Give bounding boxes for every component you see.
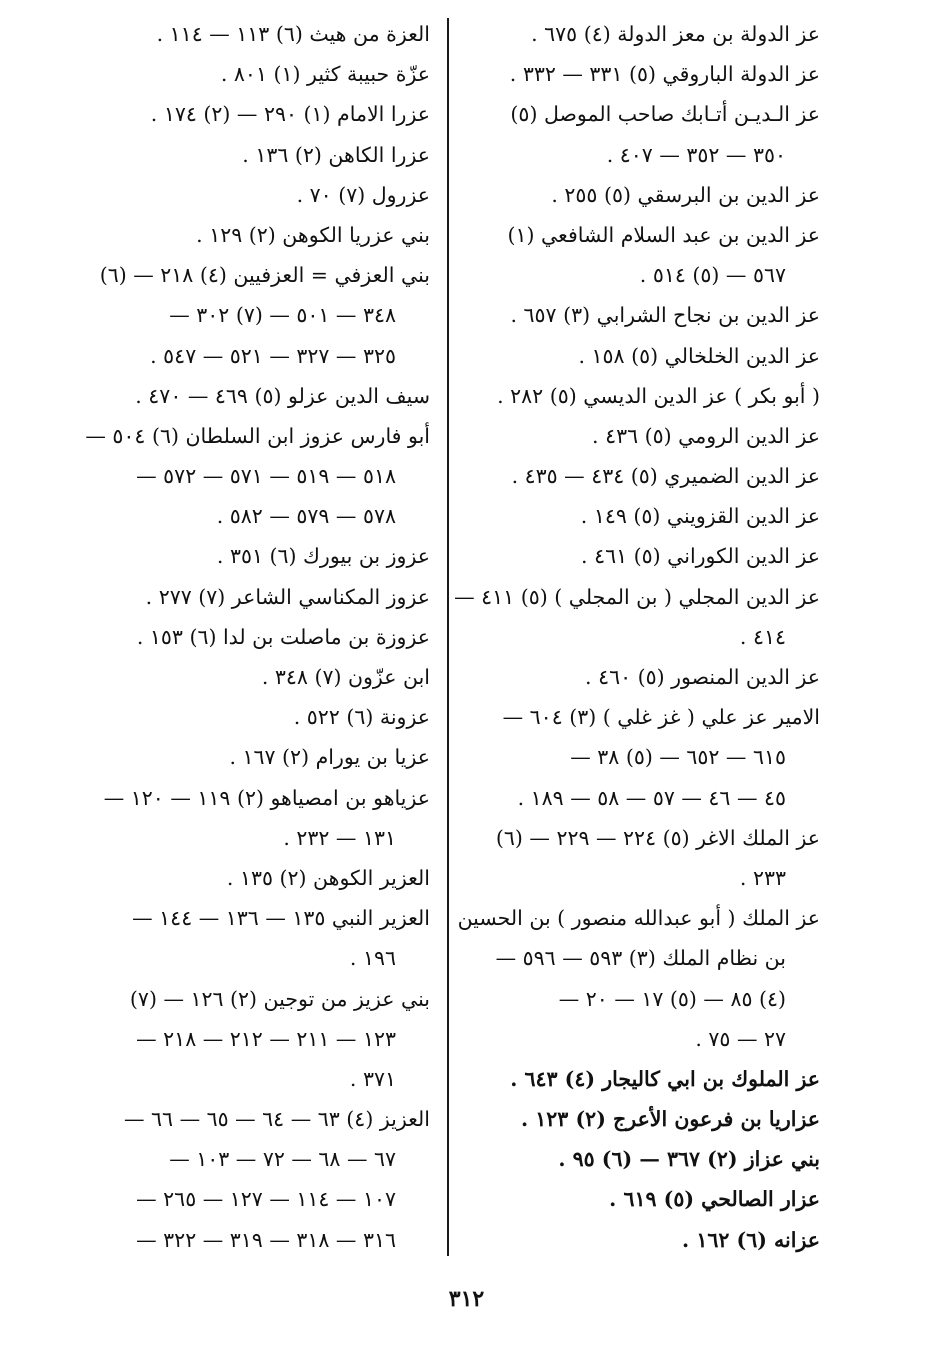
index-entry-line: ٢٧ — ٧٥ . [695, 1026, 786, 1051]
index-entry-line: ٤٥ — ٤٦ — ٥٧ — ٥٨ — ١٨٩ . [517, 785, 786, 810]
index-entry-line: الامير عز علي ( غز غلي ) (٣) ٦٠٤ — [502, 705, 820, 730]
index-entry-line: ابن عزّون (٧) ٣٤٨ . [261, 665, 430, 689]
index-entry-line: ١٠٧ — ١١٤ — ١٢٧ — ٢٦٥ — [136, 1187, 396, 1212]
index-entry-line: عز الدين بن عبد السلام الشافعي (١) [507, 222, 820, 247]
index-entry-line: ٤١٤ . [739, 624, 786, 649]
index-entry-line: ٥٦٧ — (٥) ٥١٤ . [639, 263, 786, 288]
index-entry-line: عزار الصالحي (٥) ٦١٩ . [609, 1187, 820, 1212]
index-entry-line: العزيز (٤) ٦٣ — ٦٤ — ٦٥ — ٦٦ — [123, 1107, 430, 1132]
index-entry-line: ( أبو بكر ) عز الدين الديسي (٥) ٢٨٢ . [497, 383, 820, 408]
index-entry-line: العزير الكوهن (٢) ١٣٥ . [226, 865, 430, 890]
index-entry-line: عز الملك الاغر (٥) ٢٢٤ — ٢٢٩ — (٦) [495, 825, 820, 850]
index-entry-line: عز الدين المنصور (٥) ٤٦٠ . [585, 665, 820, 689]
index-entry-line: بني عزيز من توجين (٢) ١٢٦ — (٧) [129, 986, 430, 1011]
index-entry-line: عز الدين الضميري (٥) ٤٣٤ — ٤٣٥ . [511, 464, 820, 489]
index-entry-line: بني عزريا الكوهن (٢) ١٢٩ . [196, 222, 430, 247]
index-entry-line: ٥٧٨ — ٥٧٩ — ٥٨٢ . [216, 504, 396, 529]
index-column-left [40, 14, 430, 1260]
index-entry-line: ٣١٦ — ٣١٨ — ٣١٩ — ٣٢٢ — [136, 1227, 396, 1252]
index-entry-line: عزرا الكاهن (٢) ١٣٦ . [242, 142, 430, 167]
index-entry-line: عزوز المكناسي الشاعر (٧) ٢٧٧ . [145, 584, 430, 609]
index-entry-line: العزة من هيث (٦) ١١٣ — ١١٤ . [156, 22, 430, 46]
index-entry-line: عز الملوك بن ابي كاليجار (٤) ٦٤٣ . [510, 1066, 820, 1091]
index-entry-line: ٣٢٥ — ٣٢٧ — ٥٢١ — ٥٤٧ . [150, 343, 396, 368]
index-entry-line: عز الدين القزويني (٥) ١٤٩ . [580, 504, 820, 529]
index-column-right [430, 14, 820, 1260]
index-entry-line: سيف الدين عزلو (٥) ٤٦٩ — ٤٧٠ . [135, 383, 430, 408]
index-entry-line: عزرول (٧) ٧٠ . [296, 182, 430, 207]
index-entry-line: ١٣١ — ٢٣٢ . [283, 825, 396, 850]
index-entry-line: عز الدين الخلخالي (٥) ١٥٨ . [578, 343, 820, 368]
index-entry-line: عز الدين بن نجاح الشرابي (٣) ٦٥٧ . [510, 303, 820, 328]
index-entry-line: عز الدين بن البرسقي (٥) ٢٥٥ . [551, 182, 820, 207]
index-entry-line: ٢٣٣ . [739, 865, 786, 890]
index-entry-line: عزاريا بن فرعون الأعرج (٢) ١٢٣ . [521, 1107, 820, 1132]
index-entry-line: عزياهو بن امصياهو (٢) ١١٩ — ١٢٠ — [103, 785, 430, 810]
index-entry-line: ٥١٨ — ٥١٩ — ٥٧١ — ٥٧٢ — [136, 464, 396, 489]
index-entry-line: العزير النبي ١٣٥ — ١٣٦ — ١٤٤ — [132, 906, 430, 931]
index-entry-line: عزانه (٦) ١٦٢ . [682, 1227, 820, 1252]
index-entry-line: عز الدولة البارو‌قي (٥) ٣٣١ — ٣٣٢ . [509, 62, 820, 87]
index-entry-line: بن نظام الملك (٣) ٥٩٣ — ٥٩٦ — [495, 946, 786, 971]
index-entry-line: (٤) ٨٥ — (٥) ١٧ — ٢٠ — [558, 986, 786, 1011]
index-entry-line: عزونة (٦) ٥٢٢ . [293, 705, 430, 730]
index-entry-line: عز الدين المجلي ( بن المجلي ) (٥) ٤١١ — [454, 584, 820, 609]
index-entry-line: عز الدولة بن معز الدولة (٤) ٦٧٥ . [531, 22, 820, 46]
index-entry-line: أبو فارس عزوز ابن السلطان (٦) ٥٠٤ — [85, 423, 430, 448]
index-entry-line: عزرا الامام (١) ٢٩٠ — (٢) ١٧٤ . [150, 102, 430, 127]
page-number: ٣١٢ [448, 1286, 485, 1312]
index-entry-line: عز الـديـن أتـابك صاحب الموصل (٥) [510, 102, 820, 127]
index-entry-line: ١٩٦ . [349, 946, 396, 971]
index-entry-line: عزوز بن بيورك (٦) ٣٥١ . [216, 544, 430, 569]
index-entry-line: ٣٥٠ — ٣٥٢ — ٤٠٧ . [606, 142, 786, 167]
index-entry-line: بني عزاز (٢) ٣٦٧ — (٦) ٩٥ . [558, 1147, 820, 1172]
index-entry-line: ٦٧ — ٦٨ — ٧٢ — ١٠٣ — [169, 1147, 396, 1172]
index-entry-line: بني العزفي = العزفيين (٤) ٢١٨ — (٦) [99, 263, 430, 288]
index-entry-line: ٣٤٨ — ٥٠١ — (٧) ٣٠٢ — [169, 303, 396, 328]
index-entry-line: عزوزة بن ماصلت بن لدا (٦) ١٥٣ . [136, 624, 430, 649]
index-entry-line: ١٢٣ — ٢١١ — ٢١٢ — ٢١٨ — [136, 1026, 396, 1051]
column-divider [447, 18, 449, 1256]
index-entry-line: عز الدين الرومي (٥) ٤٣٦ . [592, 423, 820, 448]
index-entry-line: ٦١٥ — ٦٥٢ — (٥) ٣٨ — [570, 745, 786, 770]
index-entry-line: ٣٧١ . [349, 1066, 396, 1091]
index-entry-line: عز الملك ( أبو عبدالله منصور ) بن الحسين [457, 906, 820, 931]
index-entry-line: عز الدين الكوراني (٥) ٤٦١ . [581, 544, 820, 569]
index-entry-line: عزّة حبيبة كثير (١) ٨٠١ . [220, 62, 430, 87]
index-entry-line: عزيا بن يورام (٢) ١٦٧ . [229, 745, 430, 770]
